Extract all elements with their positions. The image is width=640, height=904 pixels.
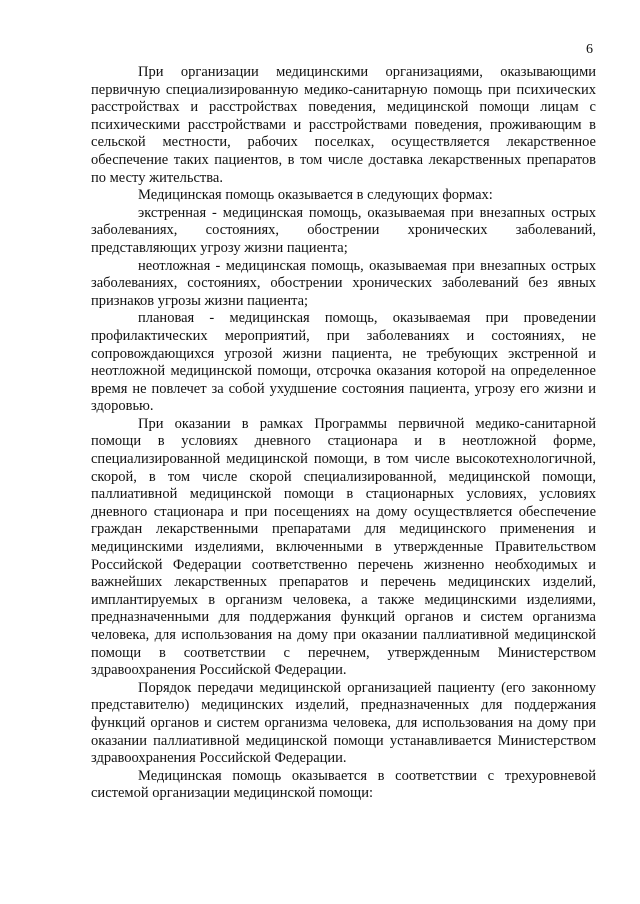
document-body: [91, 64, 596, 803]
paragraph-emergency-form: экстренная - медицинская помощь, оказываемая при внезапных острых заболеваниях, состояниях, обострении хронических заболеваний, представляющих угрозу жизни пациента;: [91, 204, 596, 256]
paragraph-drug-provision: При оказании в рамках Программы первичной медико-санитарной помощи в условиях дневного стационара и в неотложной форме, специализированной медицинской помощи, в том числе высокотехнологичной, скорой, в том числе скорой специализированной, медицинской помощи, паллиативной медицинской помощи в стационарных условиях, условиях дневного стационара и при посещениях на дому осуществляется обеспечение граждан лекарственными препаратами для медицинского применения и медицинскими изделиями, включенными в утвержденные Правительством Российской Федерации соответственно перечень жизненно необходимых и важнейших лекарственных препаратов и перечень медицинских изделий, имплантируемых в организм человека, а также медицинскими изделиями, предназначенными для поддержания функций органов и систем организма человека, для использования на дому при оказании паллиативной медицинской помощи в соответствии с перечнем, утвержденным Министерством здравоохранения Российской Федерации.: [91, 415, 596, 679]
paragraph-three-level-system: Медицинская помощь оказывается в соответствии с трехуровневой системой организации медицинской помощи:: [91, 767, 596, 802]
paragraph-device-transfer-order: Порядок передачи медицинской организацией пациенту (его законному представителю) медицинских изделий, предназначенных для поддержания функций органов и систем организма человека, для использования на дому при оказании паллиативной медицинской помощи устанавливается Министерством здравоохранения Российской Федерации.: [91, 679, 596, 767]
paragraph-psychiatric-drug-supply: При организации медицинскими организациями, оказывающими первичную специализированную медико-санитарную помощь при психических расстройствах и расстройствах поведения, медицинской помощи лицам с психическими расстройствами и расстройствами поведения, проживающим в сельской местности, рабочих поселках, осуществляется лекарственное обеспечение таких пациентов, в том числе доставка лекарственных препаратов по месту жительства.: [91, 64, 596, 186]
paragraph-forms-intro: Медицинская помощь оказывается в следующих формах:: [138, 187, 493, 204]
page-number: 6: [586, 42, 593, 57]
paragraph-urgent-form: неотложная - медицинская помощь, оказываемая при внезапных острых заболеваниях, состояниях, обострении хронических заболеваний без явных признаков угрозы жизни пациента;: [91, 257, 596, 309]
paragraph-planned-form: плановая - медицинская помощь, оказываемая при проведении профилактических мероприятий, при заболеваниях и состояниях, не сопровождающихся угрозой жизни пациента, не требующих экстренной и неотложной медицинской помощи, отсрочка оказания которой на определенное время не повлечет за собой ухудшение состояния пациента, угрозу его жизни и здоровью.: [91, 310, 596, 415]
